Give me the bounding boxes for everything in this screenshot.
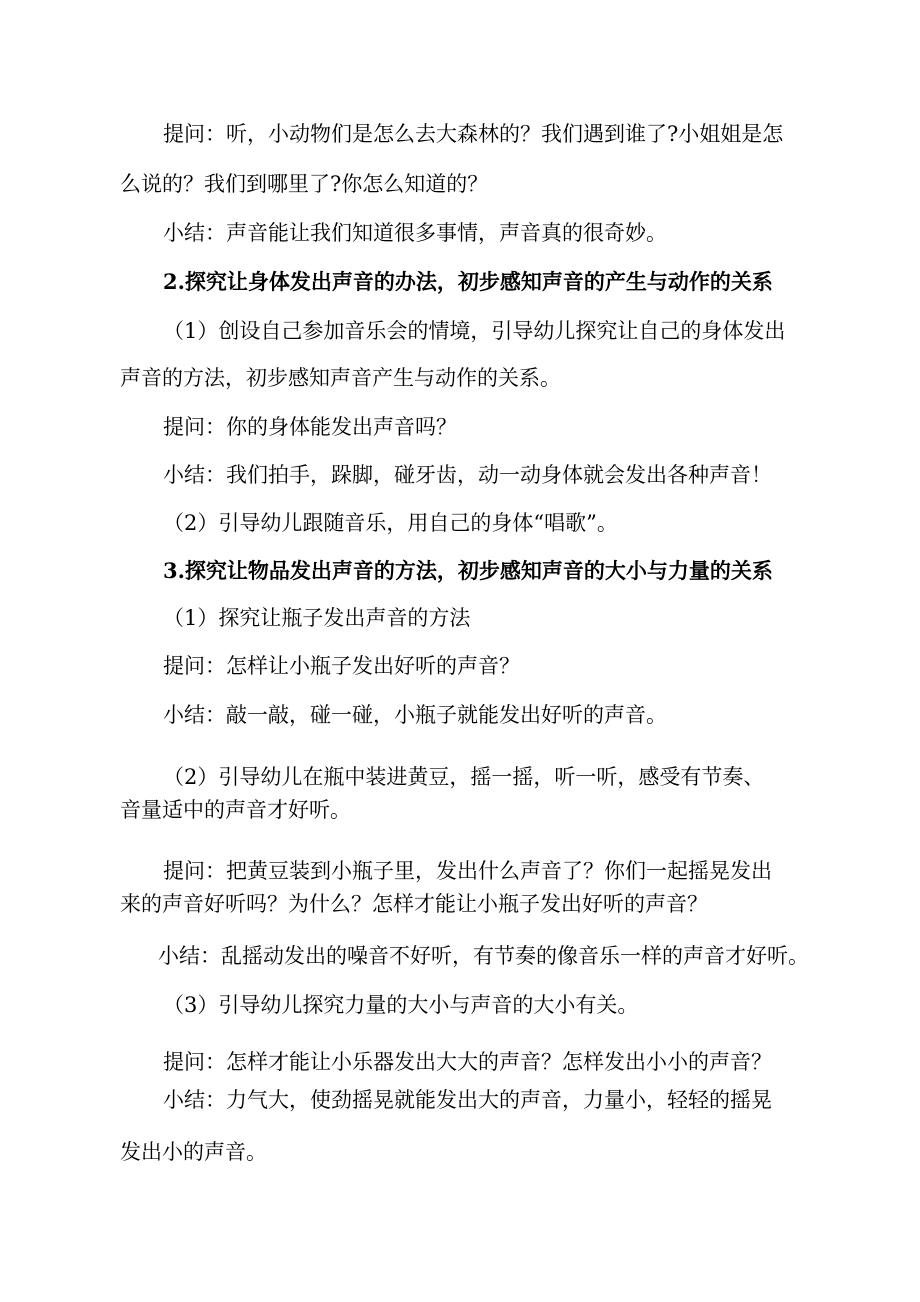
paragraph-step-3-2-line-2: 音量适中的声音才好听。 (120, 798, 351, 822)
paragraph-summary-5-line-2: 发出小的声音。 (120, 1140, 267, 1164)
paragraph-step-2-1-line-2: 声音的方法，初步感知声音产生与动作的关系。 (120, 366, 561, 390)
paragraph-question-5: 提问：怎样才能让小乐器发出大大的声音？怎样发出小小的声音？ (163, 1050, 772, 1074)
paragraph-question-1-line-2: 么说的？我们到哪里了?你怎么知道的？ (120, 172, 489, 196)
section-heading-2: 2.探究让身体发出声音的办法，初步感知声音的产生与动作的关系 (163, 269, 773, 294)
paragraph-question-2: 提问：你的身体能发出声音吗？ (163, 415, 457, 439)
paragraph-step-3-1: （1）探究让瓶子发出声音的方法 (163, 606, 471, 630)
paragraph-question-3: 提问：怎样让小瓶子发出好听的声音？ (163, 654, 520, 678)
paragraph-step-2-2: （2）引导幼儿跟随音乐，用自己的身体“唱歌”。 (163, 511, 618, 535)
paragraph-summary-3: 小结：敲一敲，碰一碰，小瓶子就能发出好听的声音。 (163, 703, 667, 727)
paragraph-summary-2: 小结：我们拍手，跺脚，碰牙齿，动一动身体就会发出各种声音！ (163, 463, 772, 487)
paragraph-summary-1: 小结：声音能让我们知道很多事情，声音真的很奇妙。 (163, 221, 667, 245)
paragraph-question-4-line-2: 来的声音好听吗？为什么？怎样才能让小瓶子发出好听的声音？ (120, 892, 708, 916)
section-heading-3: 3.探究让物品发出声音的方法，初步感知声音的大小与力量的关系 (163, 558, 773, 583)
paragraph-question-1-line-1: 提问：听，小动物们是怎么去大森林的？我们遇到谁了?小姐姐是怎 (163, 122, 784, 146)
paragraph-step-3-3: （3）引导幼儿探究力量的大小与声音的大小有关。 (163, 993, 639, 1017)
paragraph-summary-4: 小结：乱摇动发出的噪音不好听，有节奏的像音乐一样的声音才好听。 (158, 944, 809, 968)
paragraph-question-4-line-1: 提问：把黄豆装到小瓶子里，发出什么声音了？你们一起摇晃发出 (163, 859, 772, 883)
paragraph-step-2-1-line-1: （1）创设自己参加音乐会的情境，引导幼儿探究让自己的身体发出 (163, 319, 786, 343)
paragraph-summary-5-line-1: 小结：力气大，使劲摇晃就能发出大的声音，力量小，轻轻的摇晃 (163, 1088, 772, 1112)
paragraph-step-3-2-line-1: （2）引导幼儿在瓶中装进黄豆，摇一摇，听一听，感受有节奏、 (163, 765, 765, 789)
